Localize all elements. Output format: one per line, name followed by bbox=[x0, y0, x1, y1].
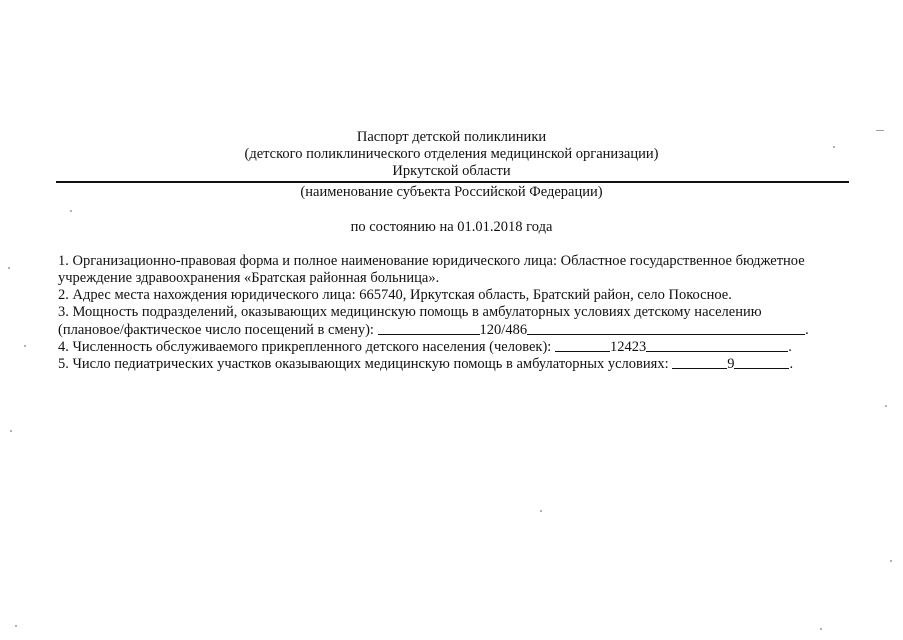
region-underline bbox=[56, 181, 849, 183]
as-of-date: по состоянию на 01.01.2018 года bbox=[350, 219, 553, 235]
item-4-fill-before bbox=[555, 339, 610, 352]
item-1-line-1: 1. Организационно-правовая форма и полное наименование юридического лица: Областное государственное бюджетное bbox=[58, 253, 805, 269]
item-4 bbox=[58, 338, 792, 356]
scan-speck bbox=[24, 345, 26, 347]
item-5-value: 9 bbox=[727, 356, 735, 372]
item-5-label: 5. Число педиатрических участков оказывающих медицинскую помощь в амбулаторных условиях: bbox=[58, 356, 669, 372]
scan-speck bbox=[8, 267, 10, 269]
item-3-line-2 bbox=[58, 321, 809, 339]
item-3-period: . bbox=[805, 322, 809, 338]
document-subtitle: (детского поликлинического отделения медицинской организации) bbox=[244, 146, 659, 162]
scan-speck bbox=[885, 405, 887, 407]
item-4-label: 4. Численность обслуживаемого прикрепленного детского населения (человек): bbox=[58, 339, 552, 355]
document-title: Паспорт детской поликлиники bbox=[356, 129, 547, 145]
item-3-fill-after bbox=[527, 322, 805, 335]
scan-speck bbox=[876, 130, 884, 131]
item-5-fill-before bbox=[672, 356, 727, 369]
item-4-value: 12423 bbox=[609, 339, 647, 355]
item-5-fill-after bbox=[734, 356, 789, 369]
item-3-fill-before bbox=[378, 322, 480, 335]
scan-speck bbox=[820, 628, 822, 630]
item-4-fill-after bbox=[646, 339, 788, 352]
scan-speck bbox=[540, 510, 542, 512]
scan-speck bbox=[10, 430, 12, 432]
region-name: Иркутской области bbox=[392, 163, 511, 179]
item-3-label: (плановое/фактическое число посещений в смену): bbox=[58, 322, 374, 338]
item-3-line-1: 3. Мощность подразделений, оказывающих медицинскую помощь в амбулаторных условиях детскому населению bbox=[58, 304, 762, 320]
item-5 bbox=[58, 355, 793, 373]
region-caption: (наименование субъекта Российской Федерации) bbox=[300, 184, 603, 200]
scan-speck bbox=[833, 146, 835, 148]
item-4-period: . bbox=[788, 339, 792, 355]
scan-speck bbox=[890, 560, 892, 562]
scan-speck bbox=[15, 625, 17, 627]
scan-speck bbox=[70, 210, 72, 212]
item-2: 2. Адрес места нахождения юридического лица: 665740, Иркутская область, Братский район, село Покосное. bbox=[58, 287, 732, 303]
item-1-line-2: учреждение здравоохранения «Братская районная больница». bbox=[58, 270, 440, 286]
item-3-value: 120/486 bbox=[479, 322, 528, 338]
item-5-period: . bbox=[789, 356, 794, 372]
